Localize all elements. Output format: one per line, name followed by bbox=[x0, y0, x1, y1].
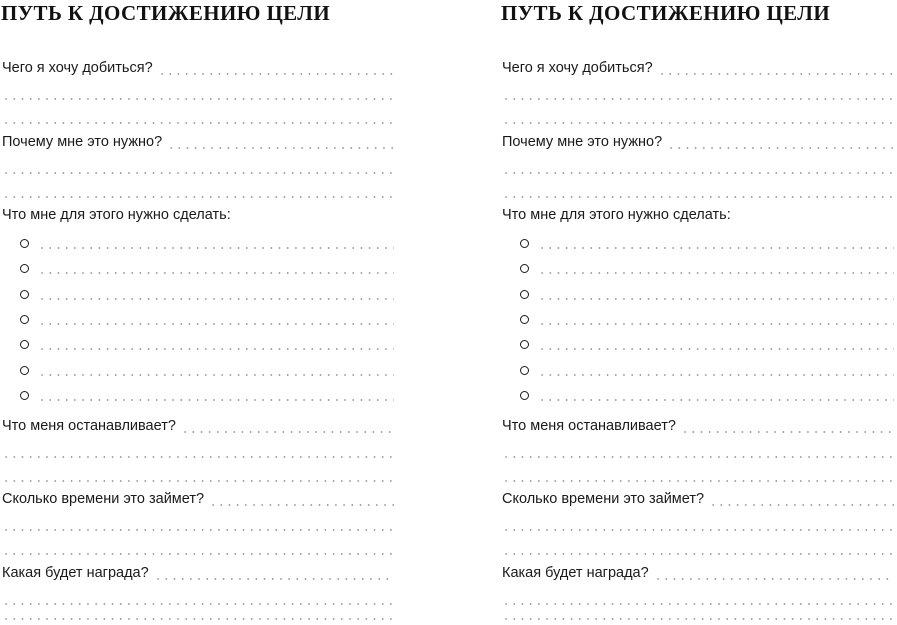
answer-line[interactable] bbox=[502, 603, 894, 622]
answer-line[interactable] bbox=[181, 431, 394, 433]
answer-line[interactable] bbox=[502, 441, 894, 460]
step-item[interactable] bbox=[520, 232, 894, 251]
dotted-line[interactable] bbox=[538, 272, 894, 274]
question-obstacles[interactable] bbox=[502, 416, 894, 435]
dotted-line[interactable] bbox=[538, 298, 894, 300]
dotted-line[interactable] bbox=[38, 348, 394, 350]
answer-line[interactable] bbox=[209, 504, 394, 506]
worksheet-page-left bbox=[0, 0, 400, 625]
question-obstacles[interactable] bbox=[2, 416, 394, 435]
step-item[interactable] bbox=[520, 308, 894, 327]
answer-line[interactable] bbox=[709, 504, 894, 506]
answer-line[interactable] bbox=[2, 181, 394, 200]
question-goal[interactable] bbox=[2, 58, 394, 77]
dotted-line[interactable] bbox=[502, 196, 894, 198]
question-label: Чего я хочу добиться? bbox=[2, 60, 153, 76]
dotted-line[interactable] bbox=[538, 374, 894, 376]
answer-line[interactable] bbox=[502, 538, 894, 557]
answer-line[interactable] bbox=[167, 147, 394, 149]
dotted-line[interactable] bbox=[2, 172, 394, 174]
question-reward[interactable] bbox=[502, 563, 894, 582]
question-why[interactable] bbox=[502, 132, 894, 151]
question-label: Что меня останавливает? bbox=[2, 418, 176, 434]
dotted-line[interactable] bbox=[2, 122, 394, 124]
question-label: Что мне для этого нужно сделать: bbox=[2, 207, 231, 223]
bullet-circle-icon bbox=[520, 315, 529, 324]
dotted-line[interactable] bbox=[38, 272, 394, 274]
question-label: Сколько времени это займет? bbox=[2, 491, 205, 507]
bullet-circle-icon bbox=[520, 391, 529, 400]
step-item[interactable] bbox=[520, 333, 894, 352]
dotted-line[interactable] bbox=[538, 348, 894, 350]
dotted-line[interactable] bbox=[2, 98, 394, 100]
dotted-line[interactable] bbox=[502, 553, 894, 555]
answer-line[interactable] bbox=[502, 514, 894, 533]
question-label: Почему мне это нужно? bbox=[2, 134, 163, 150]
answer-line[interactable] bbox=[2, 83, 394, 102]
worksheet-page-right bbox=[500, 0, 897, 625]
question-label: Какая будет награда? bbox=[502, 565, 649, 581]
answer-line[interactable] bbox=[154, 578, 394, 580]
answer-line[interactable] bbox=[502, 83, 894, 102]
dotted-line[interactable] bbox=[38, 399, 394, 401]
page-title: ПУТЬ К ДОСТИЖЕНИЮ ЦЕЛИ bbox=[1, 1, 331, 25]
dotted-line[interactable] bbox=[2, 618, 394, 620]
dotted-line[interactable] bbox=[502, 480, 894, 482]
dotted-line[interactable] bbox=[2, 529, 394, 531]
dotted-line[interactable] bbox=[538, 399, 894, 401]
question-label: Почему мне это нужно? bbox=[502, 134, 663, 150]
question-label: Чего я хочу добиться? bbox=[502, 60, 653, 76]
bullet-circle-icon bbox=[20, 315, 29, 324]
answer-line[interactable] bbox=[2, 514, 394, 533]
step-item[interactable] bbox=[20, 257, 394, 276]
dotted-line[interactable] bbox=[538, 247, 894, 249]
answer-line[interactable] bbox=[2, 538, 394, 557]
bullet-circle-icon bbox=[20, 290, 29, 299]
bullet-circle-icon bbox=[20, 340, 29, 349]
question-label: Что мне для этого нужно сделать: bbox=[502, 207, 731, 223]
step-item[interactable] bbox=[20, 384, 394, 403]
answer-line[interactable] bbox=[654, 578, 894, 580]
dotted-line[interactable] bbox=[538, 323, 894, 325]
step-item[interactable] bbox=[20, 232, 394, 251]
question-time[interactable] bbox=[2, 489, 394, 508]
bullet-circle-icon bbox=[520, 340, 529, 349]
dotted-line[interactable] bbox=[2, 480, 394, 482]
question-steps bbox=[2, 205, 394, 224]
answer-line[interactable] bbox=[158, 73, 394, 75]
step-item[interactable] bbox=[520, 283, 894, 302]
step-item[interactable] bbox=[20, 333, 394, 352]
step-item[interactable] bbox=[520, 257, 894, 276]
answer-line[interactable] bbox=[502, 181, 894, 200]
bullet-circle-icon bbox=[520, 239, 529, 248]
dotted-line[interactable] bbox=[502, 172, 894, 174]
dotted-line[interactable] bbox=[2, 456, 394, 458]
bullet-circle-icon bbox=[20, 391, 29, 400]
answer-line[interactable] bbox=[2, 465, 394, 484]
answer-line[interactable] bbox=[2, 157, 394, 176]
answer-line[interactable] bbox=[502, 465, 894, 484]
dotted-line[interactable] bbox=[38, 374, 394, 376]
bullet-circle-icon bbox=[520, 290, 529, 299]
dotted-line[interactable] bbox=[2, 553, 394, 555]
step-item[interactable] bbox=[20, 308, 394, 327]
answer-line[interactable] bbox=[2, 603, 394, 622]
dotted-line[interactable] bbox=[502, 122, 894, 124]
answer-line[interactable] bbox=[681, 431, 894, 433]
question-time[interactable] bbox=[502, 489, 894, 508]
step-item[interactable] bbox=[520, 384, 894, 403]
bullet-circle-icon bbox=[520, 366, 529, 375]
bullet-circle-icon bbox=[20, 264, 29, 273]
page-title: ПУТЬ К ДОСТИЖЕНИЮ ЦЕЛИ bbox=[501, 1, 831, 25]
answer-line[interactable] bbox=[658, 73, 894, 75]
dotted-line[interactable] bbox=[502, 456, 894, 458]
answer-line[interactable] bbox=[502, 157, 894, 176]
bullet-circle-icon bbox=[520, 264, 529, 273]
answer-line[interactable] bbox=[2, 107, 394, 126]
question-label: Какая будет награда? bbox=[2, 565, 149, 581]
dotted-line[interactable] bbox=[38, 247, 394, 249]
dotted-line[interactable] bbox=[38, 298, 394, 300]
dotted-line[interactable] bbox=[502, 618, 894, 620]
step-item[interactable] bbox=[520, 359, 894, 378]
question-goal[interactable] bbox=[502, 58, 894, 77]
answer-line[interactable] bbox=[2, 441, 394, 460]
step-item[interactable] bbox=[20, 283, 394, 302]
step-item[interactable] bbox=[20, 359, 394, 378]
question-why[interactable] bbox=[2, 132, 394, 151]
bullet-circle-icon bbox=[20, 239, 29, 248]
answer-line[interactable] bbox=[667, 147, 894, 149]
dotted-line[interactable] bbox=[38, 323, 394, 325]
question-steps bbox=[502, 205, 894, 224]
question-reward[interactable] bbox=[2, 563, 394, 582]
question-label: Сколько времени это займет? bbox=[502, 491, 705, 507]
question-label: Что меня останавливает? bbox=[502, 418, 676, 434]
dotted-line[interactable] bbox=[502, 529, 894, 531]
dotted-line[interactable] bbox=[2, 196, 394, 198]
answer-line[interactable] bbox=[502, 107, 894, 126]
dotted-line[interactable] bbox=[502, 98, 894, 100]
bullet-circle-icon bbox=[20, 366, 29, 375]
